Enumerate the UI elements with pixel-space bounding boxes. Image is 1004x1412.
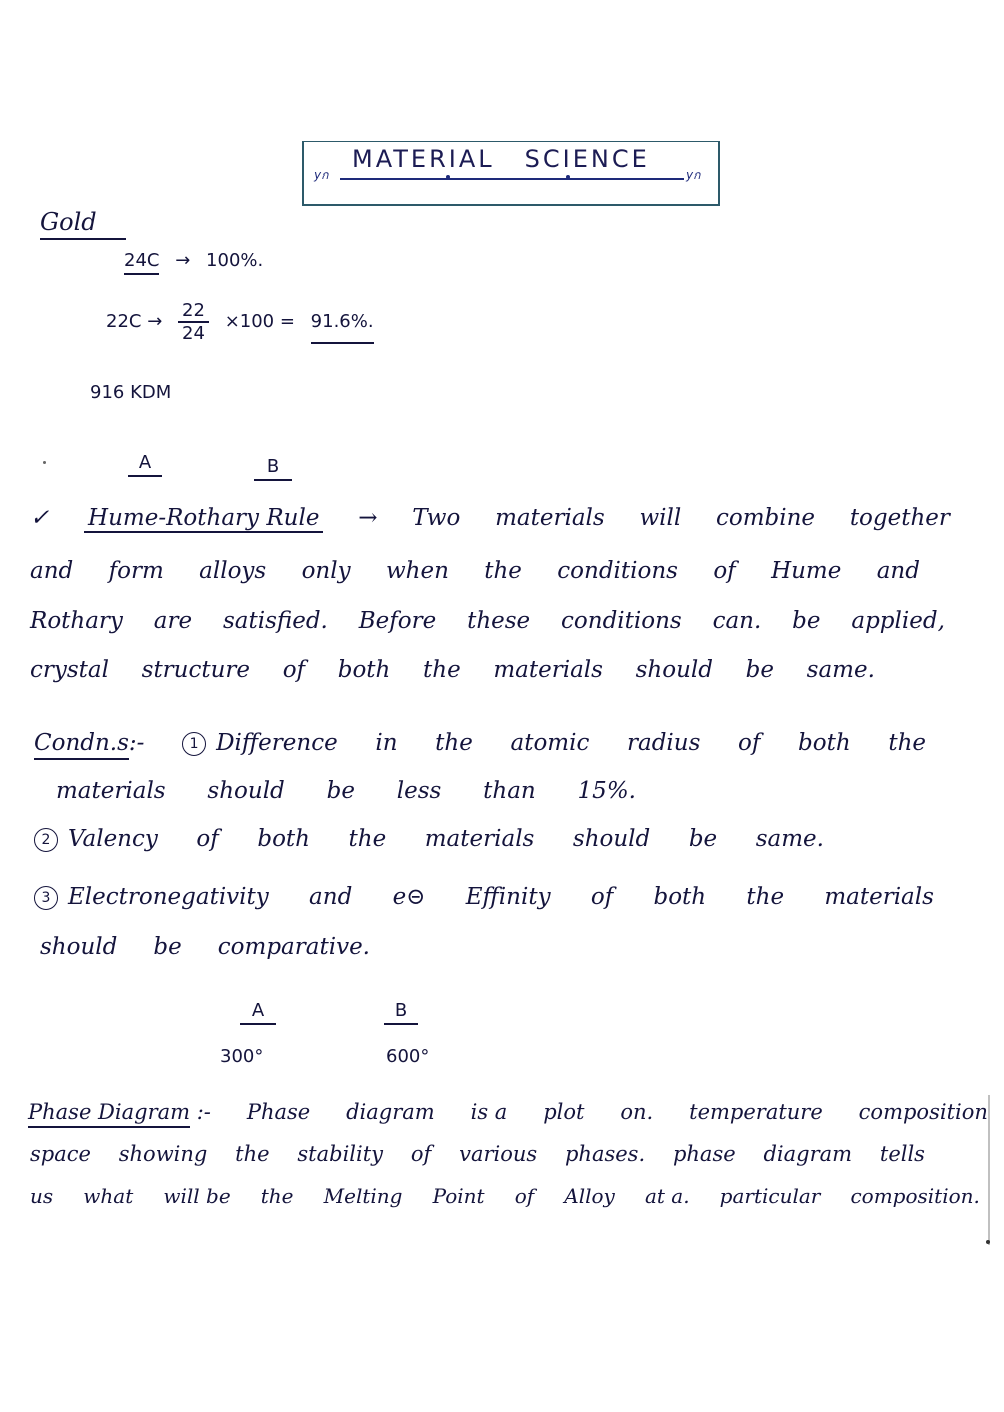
word: the	[484, 558, 522, 584]
stray-mark	[43, 461, 46, 464]
hume-rothery-line-2	[30, 558, 920, 584]
word: should	[40, 934, 118, 960]
word: phase	[672, 1142, 736, 1166]
gold-line-22c	[106, 300, 374, 344]
arrow-right-icon: →	[358, 505, 378, 531]
word: various	[459, 1142, 538, 1166]
ornament-left-icon: yก	[314, 168, 329, 182]
word: be	[745, 657, 774, 683]
word: on.	[620, 1100, 654, 1124]
condition-1-line-1	[34, 730, 926, 756]
word: the	[435, 730, 473, 756]
label-b-2: B	[384, 1000, 418, 1025]
word: composition.	[850, 1184, 980, 1208]
word: applied,	[851, 608, 945, 634]
word: materials	[824, 884, 934, 910]
gold-heading: Gold	[40, 208, 126, 240]
word: and	[309, 884, 353, 910]
word: than	[483, 778, 536, 804]
word: be	[153, 934, 182, 960]
title-box	[302, 141, 720, 206]
word: composition	[858, 1100, 988, 1124]
word: atomic	[510, 730, 590, 756]
word: crystal	[30, 657, 109, 683]
fraction-denominator: 24	[182, 323, 205, 344]
karat-24c: 24C	[124, 250, 159, 275]
condition-2-text	[34, 826, 158, 852]
divider-dot	[446, 175, 450, 179]
word: Point	[432, 1184, 485, 1208]
word: of	[514, 1184, 535, 1208]
melting-point-b: 600°	[386, 1046, 430, 1067]
word: conditions	[561, 608, 682, 634]
word: of	[196, 826, 219, 852]
word: be	[326, 778, 355, 804]
word: the	[260, 1184, 294, 1208]
word: same.	[806, 657, 875, 683]
condition-1-line-2	[56, 778, 636, 804]
page-title	[352, 145, 650, 173]
word: the	[348, 826, 387, 852]
word: Rothary	[30, 608, 123, 634]
word: plot	[543, 1100, 585, 1124]
phase-diagram-heading-text: Phase Diagram	[28, 1100, 190, 1128]
word: tells	[879, 1142, 925, 1166]
condition-3-line-2	[40, 934, 370, 960]
word: structure	[141, 657, 251, 683]
word: diagram	[763, 1142, 853, 1166]
arrow-right-icon: →	[175, 250, 191, 271]
condition-3-text	[34, 884, 269, 910]
word: will be	[163, 1184, 231, 1208]
fraction-numerator: 22	[178, 300, 209, 323]
word: of	[410, 1142, 432, 1166]
page-edge-mark	[988, 1095, 990, 1245]
multiply-100: ×100 =	[224, 311, 295, 332]
title-word-material: MATERIAL	[352, 145, 495, 173]
word: materials	[56, 778, 166, 804]
word: less	[396, 778, 442, 804]
separator: :-	[196, 1100, 211, 1124]
condition-1-text	[182, 730, 338, 756]
word: Phase	[246, 1100, 311, 1124]
word: when	[385, 558, 449, 584]
gold-916-kdm: 916 KDM	[90, 382, 172, 403]
word: us	[30, 1184, 54, 1208]
word: of	[282, 657, 306, 683]
word: space	[30, 1142, 91, 1166]
label-a-2: A	[240, 1000, 276, 1025]
word: only	[301, 558, 351, 584]
word: both	[653, 884, 707, 910]
hume-rothery-line-1	[30, 505, 950, 533]
word: should	[635, 657, 713, 683]
word: 15%.	[577, 778, 636, 804]
condition-2-line-1	[34, 826, 824, 852]
word: Electronegativity	[68, 884, 269, 910]
word: alloys	[199, 558, 267, 584]
word: Two	[412, 505, 461, 531]
word: Melting	[323, 1184, 403, 1208]
circled-number-icon: 3	[34, 886, 58, 910]
word: together	[849, 505, 950, 531]
word: materials	[493, 657, 603, 683]
word: at a.	[644, 1184, 690, 1208]
word: what	[83, 1184, 134, 1208]
hume-rothery-heading: Hume-Rothary Rule	[84, 505, 323, 533]
word: and	[876, 558, 920, 584]
word: conditions	[557, 558, 678, 584]
word: can.	[712, 608, 762, 634]
purity-result: 91.6%.	[311, 311, 374, 344]
word: these	[467, 608, 531, 634]
hume-rothery-line-4	[30, 657, 875, 683]
karat-22c: 22C	[106, 311, 142, 332]
word: diagram	[346, 1100, 435, 1124]
phase-diagram-line-3	[30, 1184, 980, 1208]
word: particular	[719, 1184, 821, 1208]
word: of	[590, 884, 614, 910]
word: be	[792, 608, 821, 634]
phase-diagram-line-2	[30, 1142, 925, 1166]
word: should	[572, 826, 651, 852]
word: satisfied.	[222, 608, 328, 634]
label-a: A	[128, 452, 162, 477]
word: Alloy	[564, 1184, 615, 1208]
circled-number-icon: 2	[34, 828, 58, 852]
divider-dot	[566, 175, 570, 179]
word: phases.	[564, 1142, 646, 1166]
word: of	[738, 730, 761, 756]
word: stability	[297, 1142, 384, 1166]
word: materials	[424, 826, 535, 852]
word: showing	[118, 1142, 208, 1166]
word: both	[337, 657, 391, 683]
word: Before	[358, 608, 437, 634]
word: Difference	[216, 730, 338, 756]
word: the	[888, 730, 926, 756]
word: Effinity	[465, 884, 551, 910]
word: comparative.	[217, 934, 370, 960]
title-word-science: SCIENCE	[524, 145, 650, 173]
phase-diagram-line-1	[28, 1100, 988, 1124]
ornament-right-icon: yก	[686, 168, 701, 182]
word: and	[30, 558, 74, 584]
word: e⊝	[392, 884, 426, 910]
phase-diagram-heading	[28, 1100, 211, 1124]
word: be	[688, 826, 718, 852]
word: radius	[626, 730, 701, 756]
hume-rothery-line-3	[30, 608, 945, 634]
word: the	[423, 657, 461, 683]
melting-point-a: 300°	[220, 1046, 264, 1067]
word: temperature	[689, 1100, 823, 1124]
word: the	[235, 1142, 270, 1166]
word: will	[639, 505, 682, 531]
title-divider	[340, 178, 684, 180]
circled-number-icon: 1	[182, 732, 206, 756]
word: of	[713, 558, 736, 584]
separator: :-	[128, 730, 145, 756]
fraction-22-24	[178, 300, 209, 344]
word: Valency	[68, 826, 158, 852]
stray-mark	[986, 1240, 990, 1244]
word: in	[375, 730, 398, 756]
word: the	[746, 884, 785, 910]
checkmark-icon: ✓	[30, 505, 50, 531]
word: both	[798, 730, 851, 756]
conditions-heading	[34, 730, 144, 756]
arrow-right-icon: →	[147, 311, 163, 332]
word: is a	[470, 1100, 508, 1124]
condition-3-line-1	[34, 884, 934, 910]
gold-line-24c	[124, 250, 263, 271]
word: combine	[716, 505, 816, 531]
purity-100: 100%.	[206, 250, 264, 271]
word: are	[153, 608, 193, 634]
word: should	[207, 778, 285, 804]
label-b: B	[254, 456, 292, 481]
word: both	[257, 826, 310, 852]
word: same.	[755, 826, 824, 852]
word: form	[108, 558, 164, 584]
word: Hume	[771, 558, 842, 584]
word: materials	[495, 505, 605, 531]
conditions-heading-text: Condn.s	[34, 730, 129, 760]
